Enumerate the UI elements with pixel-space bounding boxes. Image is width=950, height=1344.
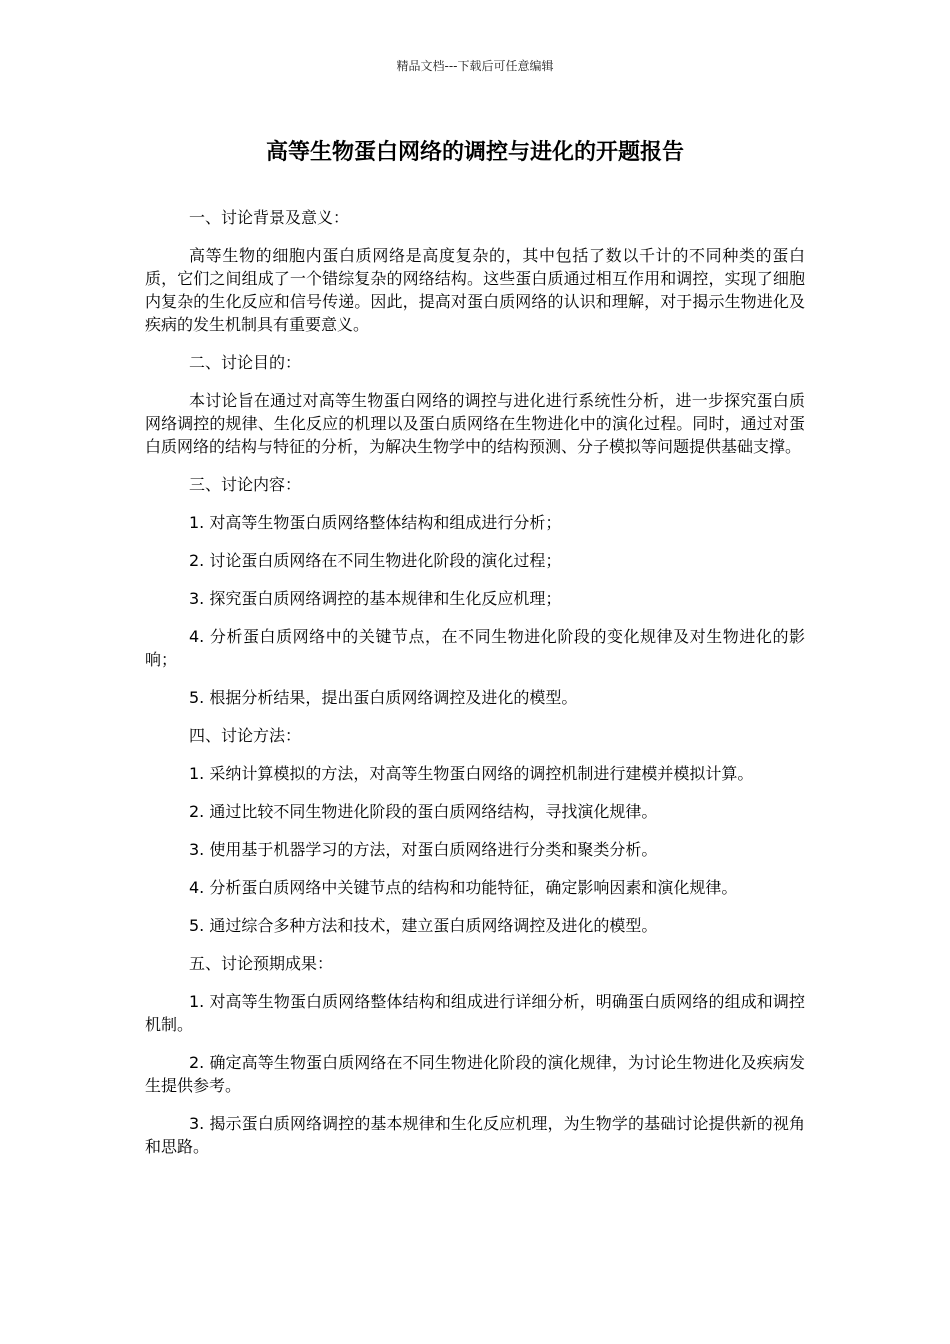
paragraph: 二、讨论目的： (189, 353, 302, 372)
paragraph: 三、讨论内容： (189, 475, 302, 494)
paragraph: 4. 分析蛋白质网络中的关键节点，在不同生物进化阶段的变化规律及对生物进化的影响； (145, 627, 805, 669)
paragraph: 4. 分析蛋白质网络中关键节点的结构和功能特征，确定影响因素和演化规律。 (189, 878, 738, 897)
paragraph: 5. 通过综合多种方法和技术，建立蛋白质网络调控及进化的模型。 (189, 916, 658, 935)
paragraph: 1. 对高等生物蛋白质网络整体结构和组成进行详细分析，明确蛋白质网络的组成和调控机制。 (145, 992, 805, 1034)
paragraph: 3. 揭示蛋白质网络调控的基本规律和生化反应机理，为生物学的基础讨论提供新的视角和思路。 (145, 1114, 805, 1156)
document-body (145, 206, 805, 1173)
paragraph: 5. 根据分析结果，提出蛋白质网络调控及进化的模型。 (189, 688, 578, 707)
paragraph: 3. 探究蛋白质网络调控的基本规律和生化反应机理； (189, 589, 562, 608)
paragraph: 一、讨论背景及意义： (189, 208, 350, 227)
header-note: 精品文档---下载后可任意编辑 (396, 59, 554, 73)
paragraph: 2. 通过比较不同生物进化阶段的蛋白质网络结构，寻找演化规律。 (189, 802, 658, 821)
paragraph: 2. 讨论蛋白质网络在不同生物进化阶段的演化过程； (189, 551, 562, 570)
document-title: 高等生物蛋白网络的调控与进化的开题报告 (265, 140, 684, 165)
paragraph: 本讨论旨在通过对高等生物蛋白网络的调控与进化进行系统性分析，进一步探究蛋白质网络调控的规律、生化反应的机理以及蛋白质网络在生物进化中的演化过程。同时，通过对蛋白质网络的结构与特征的分析，为解决生物学中的结构预测、分子模拟等问题提供基础支撑。 (145, 391, 805, 456)
paragraph: 四、讨论方法： (189, 726, 302, 745)
paragraph: 五、讨论预期成果： (189, 954, 334, 973)
paragraph: 2. 确定高等生物蛋白质网络在不同生物进化阶段的演化规律，为讨论生物进化及疾病发生提供参考。 (145, 1053, 805, 1095)
paragraph: 1. 采纳计算模拟的方法，对高等生物蛋白网络的调控机制进行建模并模拟计算。 (189, 764, 754, 783)
paragraph: 3. 使用基于机器学习的方法，对蛋白质网络进行分类和聚类分析。 (189, 840, 658, 859)
paragraph: 1. 对高等生物蛋白质网络整体结构和组成进行分析； (189, 513, 562, 532)
paragraph: 高等生物的细胞内蛋白质网络是高度复杂的，其中包括了数以千计的不同种类的蛋白质，它们之间组成了一个错综复杂的网络结构。这些蛋白质通过相互作用和调控，实现了细胞内复杂的生化反应和信号传递。因此，提高对蛋白质网络的认识和理解，对于揭示生物进化及疾病的发生机制具有重要意义。 (145, 246, 805, 334)
